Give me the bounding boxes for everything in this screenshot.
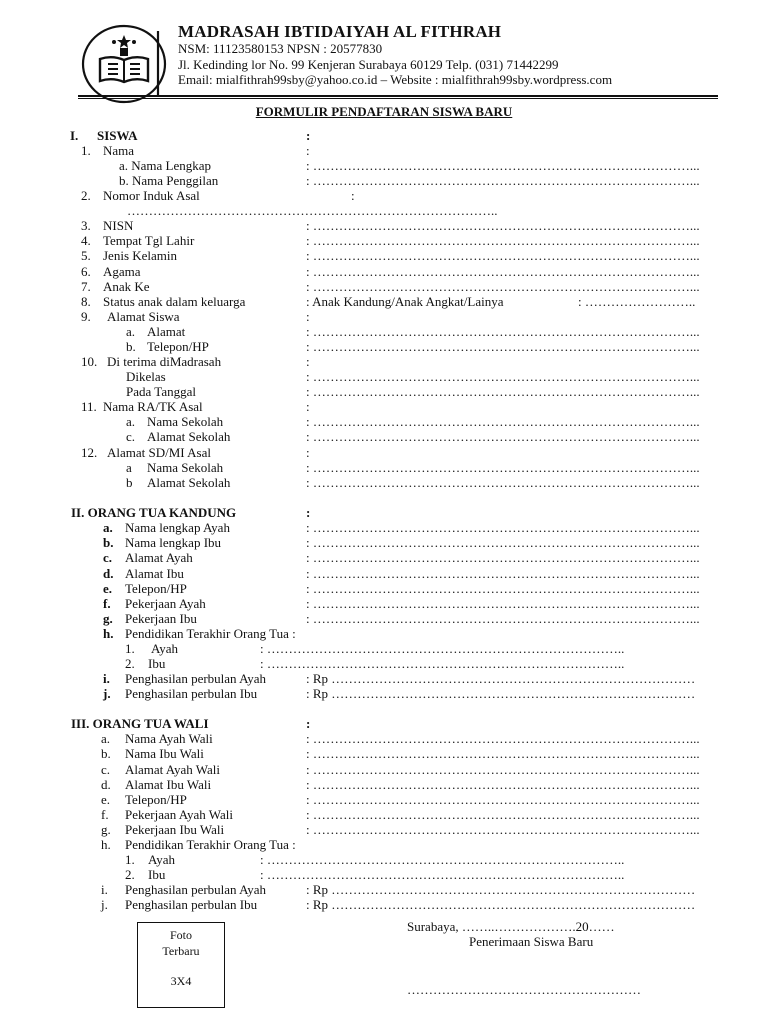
form-row-wali-a: a. Nama Ayah Wali : ……………………………………………………………………………...: [101, 731, 700, 746]
form-row-nama: 1. Nama :: [81, 143, 310, 158]
form-row-nisn: 3. NISN : ……………………………………………………………………………...: [81, 218, 700, 233]
photo-box: [137, 922, 225, 1008]
fill-line[interactable]: : ………………………………………………………………………..: [260, 656, 625, 671]
form-row-kandung-h: h. Pendidikan Terakhir Orang Tua :: [103, 626, 296, 641]
fill-line[interactable]: : ……………………………………………………………………………...: [306, 520, 700, 535]
form-row-wali-h1: 1. Ayah : ………………………………………………………………………..: [125, 852, 625, 867]
fill-line[interactable]: : ……………………………………………………………………………...: [306, 414, 700, 429]
fill-line[interactable]: : ……………………………………………………………………………...: [306, 173, 700, 188]
form-row-wali-i: i. Penghasilan perbulan Ayah : Rp …………………………………………………………………………: [101, 882, 696, 897]
fill-line[interactable]: : ……………………………………………………………………………...: [306, 158, 700, 173]
fill-line[interactable]: : Rp …………………………………………………………………………: [306, 882, 696, 897]
fill-line[interactable]: : ……………………………………………………………………………...: [306, 369, 700, 384]
fill-line[interactable]: : Rp …………………………………………………………………………: [306, 686, 696, 701]
form-row-wali-e: e. Telepon/HP : ……………………………………………………………………………...: [101, 792, 700, 807]
form-row-tanggal: Pada Tanggal : ……………………………………………………………………………...: [126, 384, 700, 399]
form-row-kandung-f: f. Pekerjaan Ayah : ……………………………………………………………………………...: [103, 596, 700, 611]
form-row-nama-lengkap: a. Nama Lengkap : ……………………………………………………………………………...: [119, 158, 700, 173]
fill-line[interactable]: : ……………………………………………………………………………...: [306, 460, 700, 475]
school-contact: Email: mialfithrah99sby@yahoo.co.id – Website : mialfithrah99sby.wordpress.com: [178, 72, 613, 87]
fill-line[interactable]: : ……………………………………………………………………………...: [306, 566, 700, 581]
form-row-wali-b: b. Nama Ibu Wali : ……………………………………………………………………………...: [101, 746, 700, 761]
form-row-wali-h: h. Pendidikan Terakhir Orang Tua :: [101, 837, 296, 852]
fill-line[interactable]: …………………………………………………………………………..: [127, 203, 498, 218]
form-row-kandung-e: e. Telepon/HP : ……………………………………………………………………………...: [103, 581, 700, 596]
fill-line[interactable]: : ……………………………………………………………………………...: [306, 264, 700, 279]
form-row-anak-ke: 7. Anak Ke : ……………………………………………………………………………...: [81, 279, 700, 294]
fill-line[interactable]: : ……………………………………………………………………………...: [306, 777, 700, 792]
form-row-kandung-a: a. Nama lengkap Ayah : ……………………………………………………………………………...: [103, 520, 700, 535]
form-row-wali-j: j. Penghasilan perbulan Ibu : Rp …………………………………………………………………………: [101, 897, 696, 912]
signature-role: Penerimaan Siswa Baru: [469, 934, 594, 949]
fill-line[interactable]: : ……………………………………………………………………………...: [306, 550, 700, 565]
fill-line[interactable]: : ……………………………………………………………………………...: [306, 731, 700, 746]
section-wali-heading: III. ORANG TUA WALI :: [71, 716, 311, 731]
form-row-wali-c: c. Alamat Ayah Wali : ……………………………………………………………………………...: [101, 762, 700, 777]
school-address: Jl. Kedinding lor No. 99 Kenjeran Surabaya 60129 Telp. (031) 71442299: [178, 57, 559, 72]
form-row-kandung-h2: 2. Ibu : ………………………………………………………………………..: [125, 656, 625, 671]
form-row-kandung-b: b. Nama lengkap Ibu : ……………………………………………………………………………...: [103, 535, 700, 550]
fill-line[interactable]: : ……………………………………………………………………………...: [306, 596, 700, 611]
fill-line[interactable]: : ……………………………………………………………………………...: [306, 822, 700, 837]
school-nsm-npsn: NSM: 11123580153 NPSN : 20577830: [178, 41, 383, 56]
section-kandung-heading: II. ORANG TUA KANDUNG :: [71, 505, 311, 520]
fill-line[interactable]: : ……………………………………………………………………………...: [306, 611, 700, 626]
form-row-ttl: 4. Tempat Tgl Lahir : ……………………………………………………………………………...: [81, 233, 700, 248]
fill-line[interactable]: : Rp …………………………………………………………………………: [306, 897, 696, 912]
fill-line[interactable]: : ……………………………………………………………………………...: [306, 746, 700, 761]
fill-line[interactable]: : ………………………………………………………………………..: [260, 641, 625, 656]
fill-line[interactable]: : ……………………………………………………………………………...: [306, 248, 700, 263]
form-title: FORMULIR PENDAFTARAN SISWA BARU: [255, 104, 513, 119]
form-row-wali-d: d. Alamat Ibu Wali : ……………………………………………………………………………...: [101, 777, 700, 792]
section-siswa-heading: I. SISWA :: [70, 128, 311, 143]
form-row-wali-h2: 2. Ibu : ………………………………………………………………………..: [125, 867, 625, 882]
fill-line[interactable]: : ……………………..: [578, 294, 696, 309]
signature-place-date: Surabaya, ……..……………….20……: [407, 919, 615, 934]
photo-size: 3X4: [170, 974, 192, 988]
form-row-nomor-induk: 2. Nomor Induk Asal :: [81, 188, 355, 203]
school-name: MADRASAH IBTIDAIYAH AL FITHRAH: [178, 22, 502, 41]
fill-line[interactable]: : ……………………………………………………………………………...: [306, 339, 700, 354]
fill-line[interactable]: : ……………………………………………………………………………...: [306, 581, 700, 596]
form-row-agama: 6. Agama : ……………………………………………………………………………...: [81, 264, 700, 279]
form-row-sd-nama-sekolah: a Nama Sekolah : ……………………………………………………………………………...: [126, 460, 700, 475]
form-row-dikelas: Dikelas : ……………………………………………………………………………...: [126, 369, 700, 384]
fill-line[interactable]: : ……………………………………………………………………………...: [306, 429, 700, 444]
fill-line[interactable]: : ……………………………………………………………………………...: [306, 762, 700, 777]
school-logo-icon: [80, 23, 168, 105]
form-row-wali-g: g. Pekerjaan Ibu Wali : ……………………………………………………………………………...: [101, 822, 700, 837]
form-row-ra-tk: 11. Nama RA/TK Asal :: [81, 399, 310, 414]
fill-line[interactable]: : ……………………………………………………………………………...: [306, 324, 700, 339]
fill-line[interactable]: : ……………………………………………………………………………...: [306, 807, 700, 822]
form-row-nomor-induk-line: [0, 203, 768, 218]
form-row-kandung-c: c. Alamat Ayah : ……………………………………………………………………………...: [103, 550, 700, 565]
fill-line[interactable]: : ……………………………………………………………………………...: [306, 475, 700, 490]
signature-line[interactable]: ………………………………………………: [407, 982, 641, 997]
form-row-alamat-siswa: 9. Alamat Siswa :: [81, 309, 310, 324]
fill-line[interactable]: : ……………………………………………………………………………...: [306, 279, 700, 294]
form-row-ra-alamat-sekolah: c. Alamat Sekolah : ……………………………………………………………………………...: [126, 429, 700, 444]
photo-label: Foto: [169, 928, 192, 942]
photo-label-2: Terbaru: [162, 944, 200, 958]
fill-line[interactable]: : ……………………………………………………………………………...: [306, 384, 700, 399]
form-row-kandung-g: g. Pekerjaan Ibu : ……………………………………………………………………………...: [103, 611, 700, 626]
form-row-diterima: 10. Di terima diMadrasah :: [81, 354, 310, 369]
fill-line[interactable]: : ……………………………………………………………………………...: [306, 792, 700, 807]
form-row-jenis-kelamin: 5. Jenis Kelamin : ……………………………………………………………………………...: [81, 248, 700, 263]
form-row-telepon: b. Telepon/HP : ……………………………………………………………………………...: [126, 339, 700, 354]
form-row-sd-mi: 12. Alamat SD/MI Asal :: [81, 445, 310, 460]
header-divider-thin: [78, 98, 718, 99]
form-row-kandung-i: i. Penghasilan perbulan Ayah : Rp …………………………………………………………………………: [103, 671, 696, 686]
fill-line[interactable]: : Rp …………………………………………………………………………: [306, 671, 696, 686]
form-row-kandung-h1: 1. Ayah : ………………………………………………………………………..: [125, 641, 625, 656]
fill-line[interactable]: : ………………………………………………………………………..: [260, 852, 625, 867]
fill-line[interactable]: : ……………………………………………………………………………...: [306, 535, 700, 550]
header-divider: [78, 95, 718, 97]
form-row-status-anak: 8. Status anak dalam keluarga : Anak Kandung/Anak Angkat/Lainya : ……………………..: [81, 294, 696, 309]
form-row-ra-nama-sekolah: a. Nama Sekolah : ……………………………………………………………………………...: [126, 414, 700, 429]
form-row-kandung-d: d. Alamat Ibu : ……………………………………………………………………………...: [103, 566, 700, 581]
fill-line[interactable]: : ………………………………………………………………………..: [260, 867, 625, 882]
fill-line[interactable]: : ……………………………………………………………………………...: [306, 233, 700, 248]
form-row-nama-penggilan: b. Nama Penggilan : ……………………………………………………………………………...: [119, 173, 700, 188]
form-row-sd-alamat-sekolah: b Alamat Sekolah : ……………………………………………………………………………...: [126, 475, 700, 490]
form-row-kandung-j: j. Penghasilan perbulan Ibu : Rp …………………………………………………………………………: [103, 686, 696, 701]
fill-line[interactable]: : ……………………………………………………………………………...: [306, 218, 700, 233]
form-row-wali-f: f. Pekerjaan Ayah Wali : ……………………………………………………………………………...: [101, 807, 700, 822]
form-row-alamat: a. Alamat : ……………………………………………………………………………...: [126, 324, 700, 339]
